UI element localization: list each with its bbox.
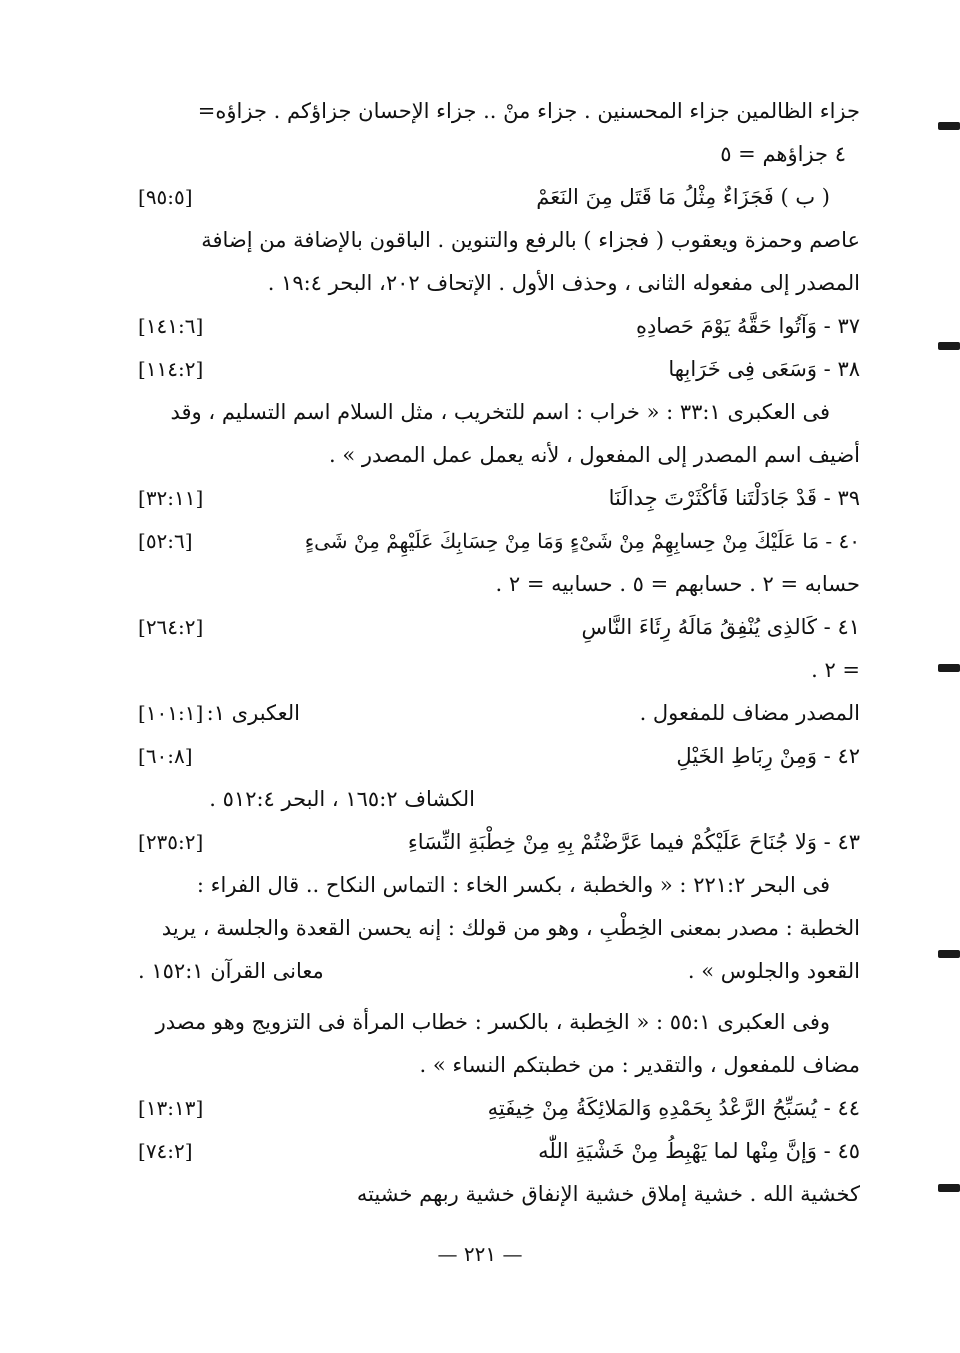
verse-reference: [١١٤:٢]: [138, 357, 204, 381]
verse-reference: [٦٠:٨]: [138, 744, 193, 768]
verse-line: ٣٧ - وَآتُوا حَقَّهُ يَوْمَ حَصادِهِ [١٤١:٦]: [138, 305, 860, 348]
verse-line: ٤٤ - يُسَبِّحُ الرَّعْدُ بِحَمْدِهِ وَالمَلائِكَةُ مِنْ خِيفَتِهِ [١٣:١٣]: [138, 1087, 860, 1130]
verse-reference: [٣٢:١١]: [138, 486, 204, 510]
verse-line: ٤٢ - وَمِنْ رِبَاطِ الخَيْلِ [٦٠:٨]: [138, 735, 860, 778]
source-citation: معانى القرآن ١٥٢:١ .: [138, 959, 324, 983]
verse-reference: [١٠١:١]: [138, 701, 204, 725]
text-line: فى العكبرى ٣٣:١ : « خراب : اسم للتخريب ، مثل السلام اسم التسليم ، وقد: [170, 400, 830, 424]
verse-line: ٤٥ - وَإنَّ مِنْها لما يَهْبِطُ مِنْ خَشْيَةِ اللّٰه [٧٤:٢]: [138, 1130, 860, 1173]
text-line: المصدر إلى مفعوله الثانى ، وحذف الأول . الإتحاف ٢٠٢، البحر ١٩:٤ .: [267, 271, 860, 295]
margin-mark: [938, 664, 960, 672]
verse-line: ٤١ - كَالذِى يُنْفِقُ مَالَهُ رِئَاءَ النَّاسِ [٢٦٤:٢]: [138, 606, 860, 649]
margin-mark: [938, 122, 960, 130]
text-line: ٤ جزاؤهم = ٥: [720, 142, 846, 166]
source-citation: العكبرى ١:: [206, 701, 300, 725]
page-number: — ٢٢١ —: [437, 1242, 523, 1266]
source-citation: الكشاف ١٦٥:٢ ، البحر ٥١٢:٤ .: [209, 787, 475, 811]
text-line: مضاف للمفعول ، والتقدير : من خطبتكم النساء » .: [419, 1053, 860, 1077]
verse-line: ٣٨ - وَسَعَى فِى خَرَابِها [١١٤:٢]: [138, 348, 860, 391]
verse-line: ٤٣ - وَلا جُنَاحَ عَلَيْكُمْ فيما عَرَّضْتُمْ بِهِ مِنْ خِطْبَةِ النِّسَاءِ [٢٣٥:٢]: [138, 821, 860, 864]
verse-line: ٤٠ - مَا عَلَيْكَ مِنْ حِسابِهِمْ مِنْ شَىْءٍ وَمَا مِنْ حِسَابِكَ عَلَيْهِمْ مِنْ شَىءٍ [٥٢:٦]: [138, 520, 860, 563]
text-line: = ٢ .: [811, 658, 860, 682]
verse-line: ( ب ) فَجَزَاءٌ مِثْلُ مَا قَتَل مِنَ النَعَمْ [٩٥:٥]: [138, 176, 860, 219]
text-line: المصدر مضاف للمفعول . العكبرى ١: [١٠١:١]: [138, 692, 860, 735]
margin-mark: [938, 342, 960, 350]
text-line: حسابه = ٢ . حسابهم = ٥ . حسابيه = ٢ .: [495, 572, 860, 596]
text-line: [138, 778, 860, 821]
text-line: وفى العكبرى ٥٥:١ : « الخِطبة ، بالكسر : خطاب المرأة فى التزويج وهو مصدر: [155, 1010, 830, 1034]
margin-mark: [938, 950, 960, 958]
margin-mark: [938, 1184, 960, 1192]
page-body: [138, 90, 860, 1216]
verse-reference: [٢٦٤:٢]: [138, 615, 204, 639]
verse-reference: [٩٥:٥]: [138, 185, 193, 209]
text-line: القعود والجلوس » . معانى القرآن ١٥٢:١ .: [138, 950, 860, 993]
verse-reference: [١٤١:٦]: [138, 314, 204, 338]
verse-line: ٣٩ - قَدْ جَادَلْتَنا فَأكْثَرْتَ جِدالَنَا [٣٢:١١]: [138, 477, 860, 520]
text-line: عاصم وحمزة ويعقوب ( فجزاء ) بالرفع والتنوين . الباقون بالإضافة من إضافة: [201, 228, 860, 252]
text-line: أضيف اسم المصدر إلى المفعول ، لأنه يعمل عمل المصدر » .: [328, 443, 860, 467]
verse-reference: [٥٢:٦]: [138, 529, 193, 553]
text-line: جزاء الظالمين جزاء المحسنين . جزاء منْ .. جزاء الإحسان جزاؤكم . جزاؤه=: [197, 99, 860, 123]
text-line: كخشية الله . خشية إملاق خشية الإنفاق خشية ربهم خشيته: [356, 1182, 860, 1206]
verse-reference: [٧٤:٢]: [138, 1139, 193, 1163]
text-line: فى البحر ٢٢١:٢ : « والخطبة ، بكسر الخاء : التماس النكاح .. قال الفراء :: [196, 873, 830, 897]
text-line: الخطبة : مصدر بمعنى الخِطْبِ ، وهو من قولك : إنه يحسن القعدة والجلسة ، يريد: [161, 916, 860, 940]
verse-reference: [١٣:١٣]: [138, 1096, 204, 1120]
verse-reference: [٢٣٥:٢]: [138, 830, 204, 854]
